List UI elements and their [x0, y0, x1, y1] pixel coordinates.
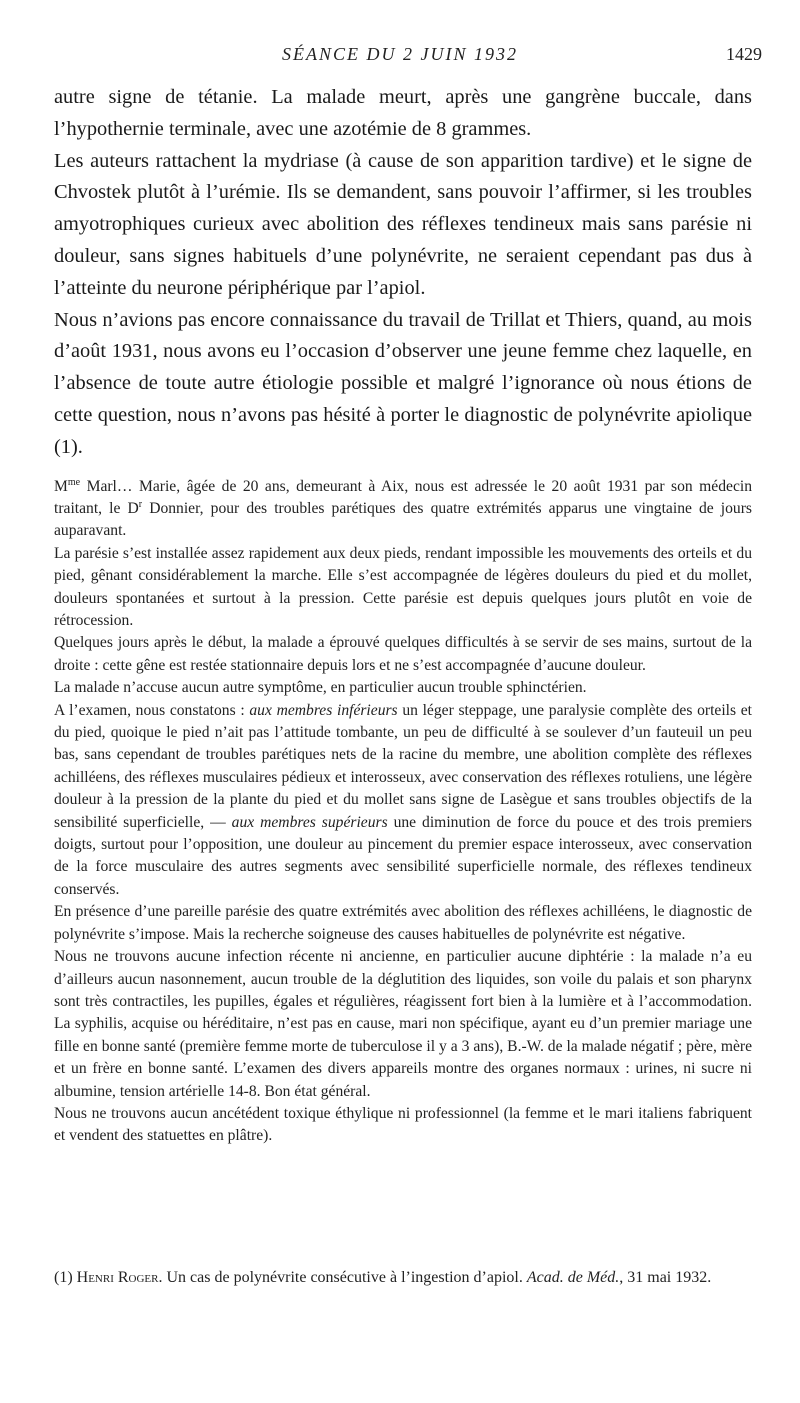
case-intro-text: Marl… Marie, âgée de 20 ans, demeurant à Aix, nous est adressée le 20 août 1931 par son médecin traitant, le D	[54, 477, 752, 517]
case-paragraph-1	[54, 476, 752, 543]
paragraph-1: autre signe de tétanie. La malade meurt, après une gangrène buccale, dans l’hypothernie terminale, avec une azotémie de 8 grammes.	[54, 86, 752, 140]
title-m: M	[54, 477, 68, 495]
case-paragraph-4: La malade n’accuse aucun autre symptôme, en particulier aucun trouble sphinctérien.	[54, 679, 587, 697]
footnote-marker: (1)	[54, 1269, 73, 1286]
body-text	[54, 82, 752, 1148]
footnote-author: Henri Roger	[76, 1269, 159, 1286]
exam-intro: A l’examen, nous constatons :	[54, 701, 250, 719]
case-report	[54, 476, 752, 1148]
case-paragraph-6: En présence d’une pareille parésie des quatre extrémités avec abolition des réflexes achilléens, le diagnostic de polynévrite s’impose. Mais la recherche soigneuse des causes habituelles de polynévrite est négative.	[54, 903, 752, 943]
paragraph-2: Les auteurs rattachent la mydriase (à cause de son apparition tardive) et le signe de Chvostek plutôt à l’urémie. Ils se demandent, sans pouvoir l’affirmer, si les troubles amyotrophiques curieux avec abolition des réflexes tendineux mais sans parésie ni douleur, sans signes habituels d’une polynévrite, ne seraient cependant pas dus à l’atteinte du neurone périphérique par l’apiol.	[54, 149, 752, 299]
paragraph-3: Nous n’avions pas encore connaissance du travail de Trillat et Thiers, quand, au mois d’août 1931, nous avons eu l’occasion d’observer une jeune femme chez laquelle, en l’absence de toute autre étiologie possible et malgré l’ignorance où nous étions de cette question, nous n’avons pas hésité à porter le diagnostic de polynévrite apiolique (1).	[54, 308, 752, 458]
case-paragraph-5	[54, 700, 752, 902]
page-number: 1429	[726, 44, 762, 64]
case-paragraph-2: La parésie s’est installée assez rapidement aux deux pieds, rendant impossible les mouvements des orteils et du pied, gênant considérablement la marche. Elle s’est accompagnée de légères douleurs du pied et du mollet, douleurs spontanées et surtout à la pression. Cette parésie est depuis quelques jours plutôt en voie de rétrocession.	[54, 544, 752, 629]
exam-lower-limbs-label: aux membres inférieurs	[249, 701, 398, 719]
exam-lower-limbs-text: un léger steppage, une paralysie complète des orteils et du pied, quoique le pied n’ait pas l’attitude tombante, un peu de difficulté à se soulever d’un fauteuil un peu bas, sans cependant de troubles parétiques nets de la racine du membre, une abolition complète des réflexes achilléens, des réflexes musculaires pédieux et interosseux, avec conservation des réflexes rotuliens, une légère douleur à la pression de la plante du pied et du mollet sans signe de Lasègue et sans troubles objectifs de la sensibilité superficielle, —	[54, 701, 752, 831]
exam-upper-limbs-label: aux membres supérieurs	[231, 813, 388, 831]
case-paragraph-7: Nous ne trouvons aucune infection récente ni ancienne, en particulier aucune diphtérie : la malade n’a eu d’ailleurs aucun nasonnement, aucun trouble de la déglutition des liquides, son voile du palais et son pharynx sont très contractiles, les pupilles, égales et régulières, réagissent fort bien à la lumière et à l’accommodation. La syphilis, acquise ou héréditaire, n’est pas en cause, mari non spécifique, ayant eu d’un premier mariage une fille en bonne santé (première femme morte de tuberculose il y a 3 ans), B.-W. de la malade négatif ; père, mère et un frère en bonne santé. L’examen des divers appareils montre des organes normaux : urines, ni sucre ni albumine, tension artérielle 14-8. Bon état général.	[54, 948, 752, 1100]
exam-upper-limbs-text: une diminution de force du pouce et des trois premiers doigts, surtout pour l’opposition, une douleur au pincement du premier espace interosseux, avec conservation de la force musculaire des autres segments avec sensibilité superficielle normale, des réflexes tendineux conservés.	[54, 813, 752, 898]
running-title: SÉANCE DU 2 JUIN 1932	[282, 44, 518, 64]
page-header	[0, 44, 800, 74]
title-dr: r	[138, 498, 143, 510]
footnote	[54, 1267, 752, 1288]
case-paragraph-3: Quelques jours après le début, la malade a éprouvé quelques difficultés à se servir de ses mains, surtout de la droite : cette gêne est restée stationnaire depuis lors et ne s’est accompagnée d’aucune douleur.	[54, 634, 752, 674]
title-me: me	[67, 476, 81, 488]
case-paragraph-8: Nous ne trouvons aucun ancétédent toxique éthylique ni professionnel (la femme et le mari italiens fabriquent et vendent des statuettes en plâtre).	[54, 1104, 752, 1145]
case-intro-end: Donnier, pour des troubles parétiques des quatre extrémités apparus une vingtaine de jours auparavant.	[54, 499, 752, 540]
footnote-date: , 31 mai 1932.	[619, 1269, 712, 1286]
footnote-source: Acad. de Méd.	[526, 1269, 620, 1286]
footnote-text: . Un cas de polynévrite consécutive à l’ingestion d’apiol.	[158, 1269, 527, 1286]
